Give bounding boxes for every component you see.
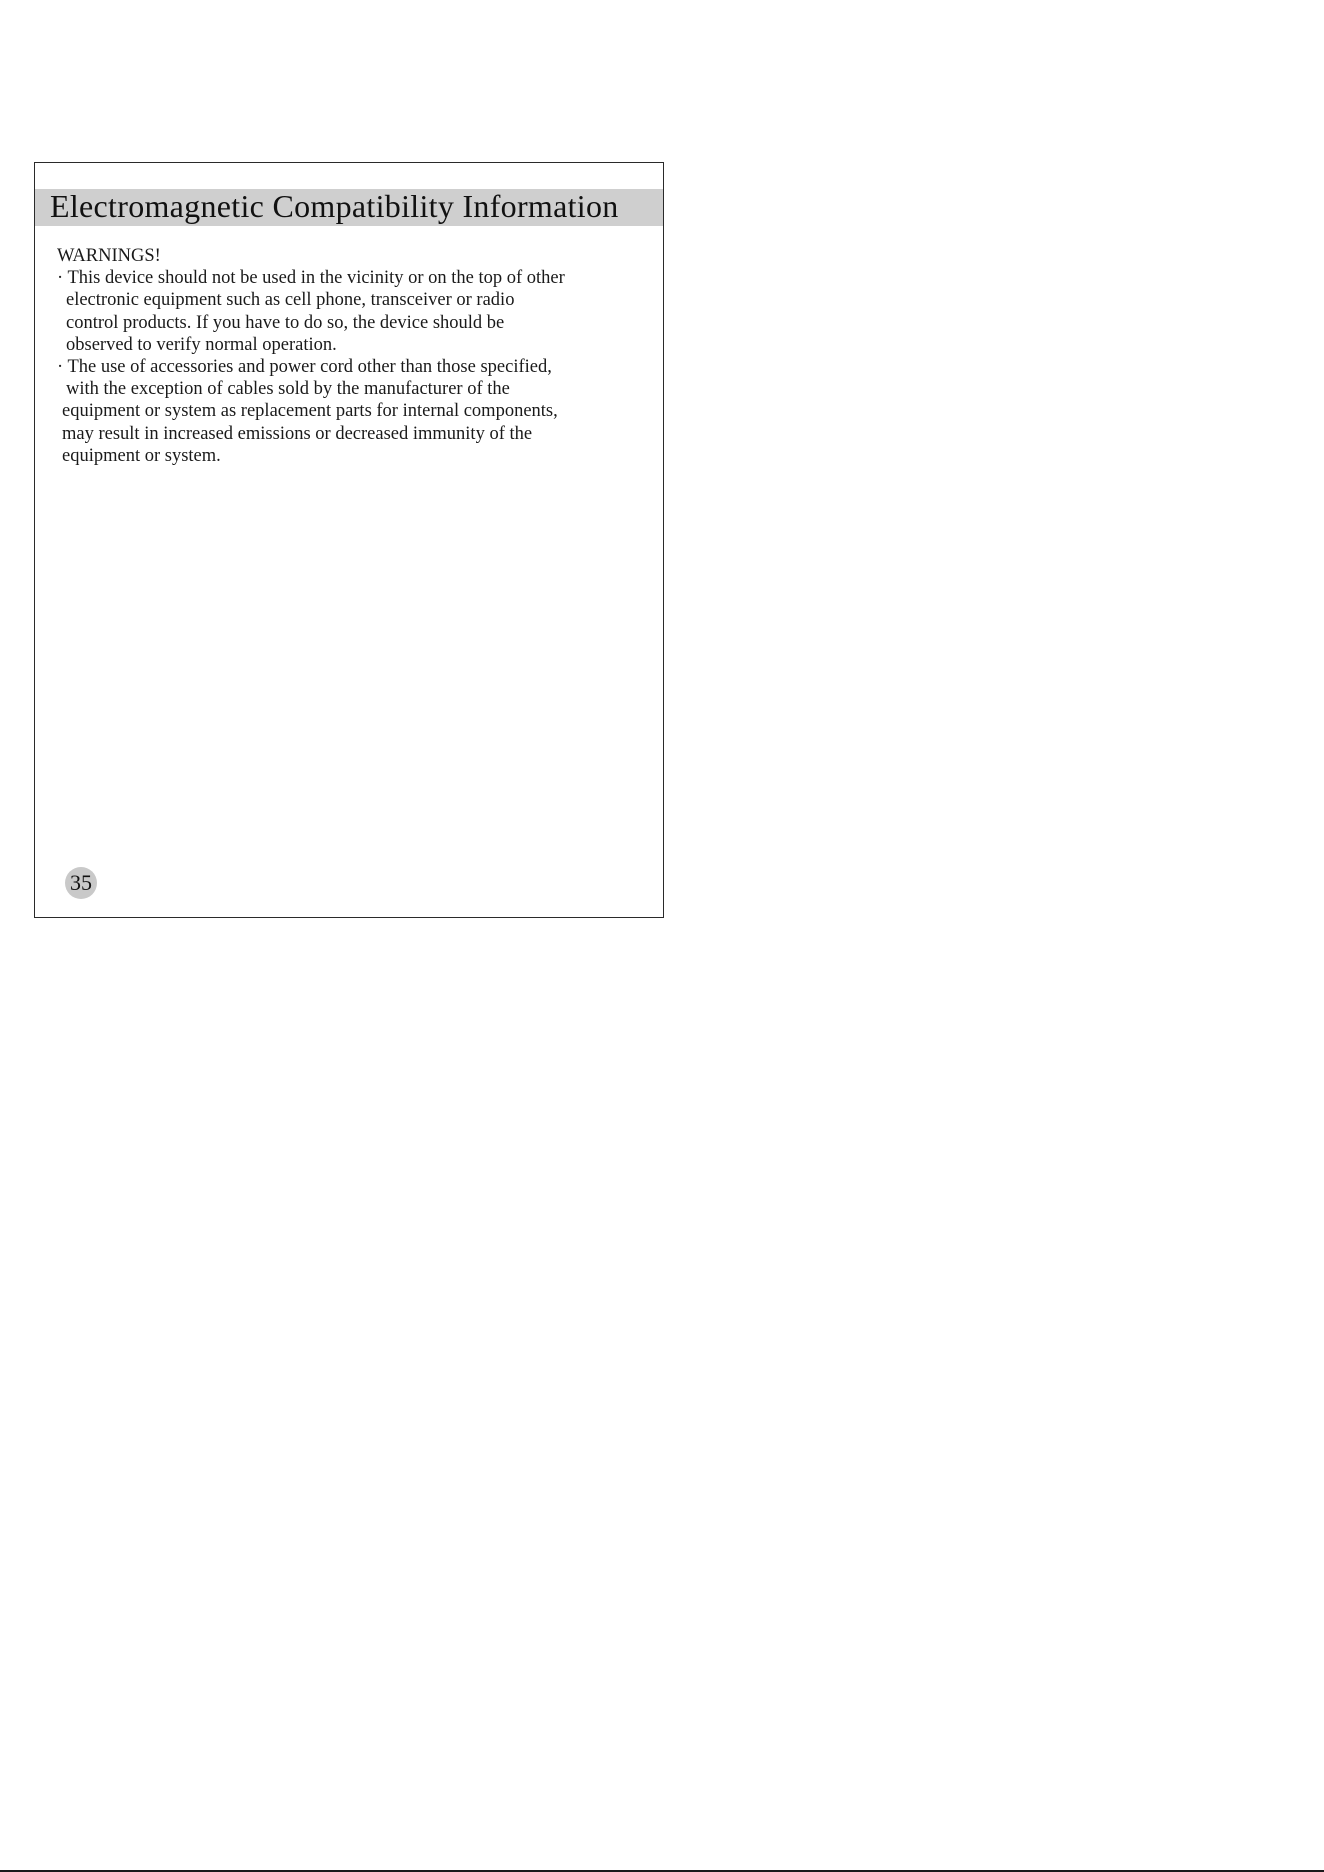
warning-line: equipment or system.: [62, 445, 221, 466]
warning-line: control products. If you have to do so, the device should be: [66, 312, 505, 333]
warning-line: · The use of accessories and power cord other than those specified,: [57, 356, 552, 377]
warning-line: observed to verify normal operation.: [66, 334, 337, 355]
warnings-heading: WARNINGS!: [57, 246, 161, 266]
manual-page: [34, 162, 664, 918]
page-number-badge: 35: [65, 867, 97, 899]
page-title: Electromagnetic Compatibility Information: [50, 188, 619, 224]
warning-line: · This device should not be used in the vicinity or on the top of other: [57, 268, 565, 289]
warning-line: electronic equipment such as cell phone, transceiver or radio: [66, 290, 515, 311]
warning-line: may result in increased emissions or decreased immunity of the: [62, 423, 533, 444]
warnings-section: [57, 245, 657, 467]
warning-line: with the exception of cables sold by the manufacturer of the: [66, 379, 510, 400]
warning-line: equipment or system as replacement parts for internal components,: [62, 401, 558, 422]
title-bar: [35, 189, 663, 226]
